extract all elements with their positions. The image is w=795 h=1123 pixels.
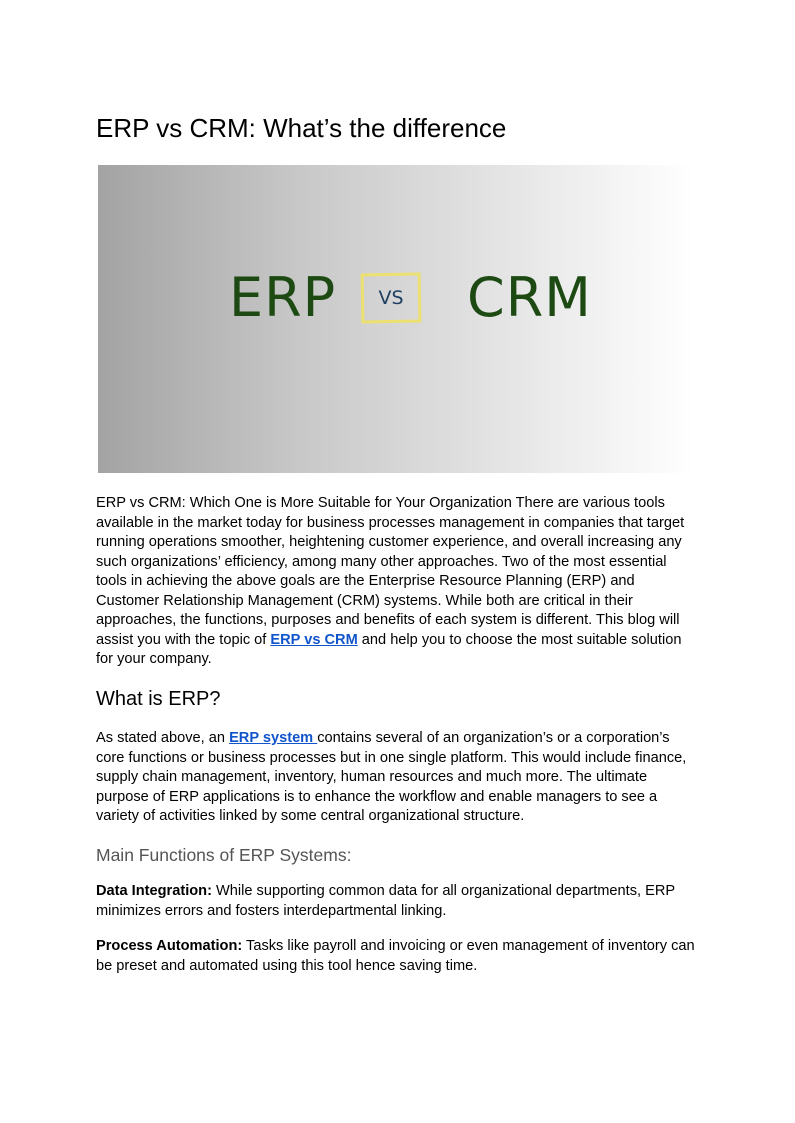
erp-text-end: contains several of an organization’s or a corporation’s core functions or business processes but in one single platform. This would include finance, supply chain management, inventory, human resources and much more. The ultimate purpose of ERP applications is to enhance the workflow and enable managers to see a variety of activities linked by some central organizational structure. xyxy=(96,730,687,824)
function-label-data-integration: Data Integration: xyxy=(96,883,212,899)
intro-paragraph xyxy=(96,494,696,670)
function-label-process-automation: Process Automation: xyxy=(96,938,243,954)
main-functions-heading: Main Functions of ERP Systems: xyxy=(96,845,352,865)
banner-erp-text: ERP xyxy=(229,266,337,329)
what-is-erp-heading: What is ERP? xyxy=(96,688,221,710)
erp-text-start: As stated above, an xyxy=(96,730,230,746)
erp-vs-crm-banner-image xyxy=(98,165,694,473)
banner-crm-text: CRM xyxy=(467,266,592,329)
function-text-process-automation: Tasks like payroll and invoicing or even management of inventory can be preset and automated using this tool hence saving time. xyxy=(96,938,695,974)
erp-vs-crm-link[interactable]: ERP vs CRM xyxy=(270,631,358,648)
what-is-erp-paragraph xyxy=(96,729,696,827)
function-text-data-integration: While supporting common data for all organizational departments, ERP minimizes errors and fosters interdepartmental linking. xyxy=(96,883,675,919)
intro-text-end: and help you to choose the most suitable solution for your company. xyxy=(96,631,682,667)
banner-vs-text: VS xyxy=(378,287,404,309)
function-item xyxy=(96,882,696,921)
erp-system-link[interactable]: ERP system xyxy=(229,730,318,746)
intro-text-start: ERP vs CRM: Which One is More Suitable for Your Organization There are various tools available in the market today for business processes management in companies that target running operations smoother, heightening customer experience, and overall increasing any such organizations’ efficiency, among many other approaches. Two of the most essential tools in achieving the above goals are the Enterprise Resource Planning (ERP) and Customer Relationship Management (CRM) systems. While both are critical in their approaches, the functions, purposes and benefits of each system is different. This blog will assist you with the topic of xyxy=(96,495,685,648)
page-title: ERP vs CRM: What’s the difference xyxy=(96,113,507,143)
function-item xyxy=(96,937,696,976)
